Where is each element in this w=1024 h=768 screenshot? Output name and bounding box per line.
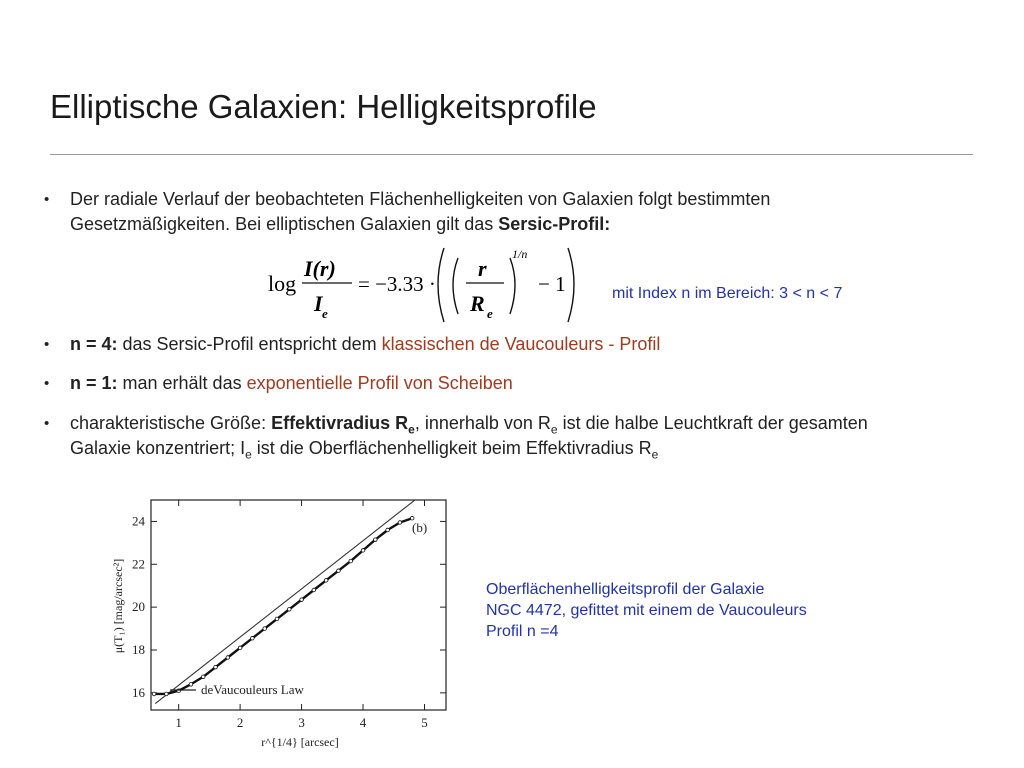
ngc4472-profile-chart xyxy=(108,496,453,758)
data-point xyxy=(226,656,230,660)
data-point xyxy=(251,636,255,640)
sersic-formula xyxy=(262,244,602,324)
page-title: Elliptische Galaxien: Helligkeitsprofile xyxy=(50,88,597,125)
de-vaucouleurs-term: klassischen de Vaucouleurs - Profil xyxy=(381,334,661,354)
formula-outer-paren-left xyxy=(438,248,444,322)
effective-radius-term xyxy=(271,413,415,437)
bullet-text-part: ist die Oberflächenhelligkeit beim Effektivradius R xyxy=(251,438,652,458)
data-point xyxy=(324,579,328,583)
bullet-dot: • xyxy=(44,336,50,353)
exponential-profile-term: exponentielle Profil von Scheiben xyxy=(246,373,513,393)
subscript: e xyxy=(550,422,558,437)
data-point xyxy=(398,521,402,525)
data-point xyxy=(214,665,218,669)
data-point xyxy=(201,675,205,679)
plot-area xyxy=(152,496,424,704)
y-tick-label: 16 xyxy=(132,684,145,700)
bullet-dot: • xyxy=(44,415,50,432)
bullet-text-part: charakteristische Größe: xyxy=(70,413,272,433)
x-tick-label: 1 xyxy=(175,715,182,730)
formula-inner-paren-right xyxy=(510,258,515,314)
data-point xyxy=(386,528,390,532)
data-point xyxy=(287,607,291,611)
x-tick-label: 2 xyxy=(236,715,244,730)
chart-x-axis-label: r^{1/4} [arcsec] xyxy=(261,735,339,749)
bullet-text-line xyxy=(70,437,658,467)
bullet-text-line: Der radiale Verlauf der beobachteten Flächenhelligkeiten von Galaxien folgt bestimmten xyxy=(70,189,771,209)
chart-panel-label: (b) xyxy=(412,520,428,535)
caption-line: Oberflächenhelligkeitsprofil der Galaxie xyxy=(486,581,765,598)
formula-denominator-sub: e xyxy=(322,306,328,321)
data-point xyxy=(312,588,316,592)
title-divider xyxy=(50,154,973,155)
fit-line xyxy=(155,496,424,704)
data-point xyxy=(374,538,378,542)
x-tick-label: 4 xyxy=(359,715,367,730)
data-point xyxy=(361,549,365,553)
bullet-text-line xyxy=(70,372,513,395)
sersic-profile-term: Sersic-Profil: xyxy=(498,214,611,234)
subscript: e xyxy=(408,422,415,437)
data-point xyxy=(275,617,279,621)
bullet-text-line xyxy=(70,213,610,236)
effective-radius-label: Effektivradius R xyxy=(271,413,409,433)
formula-equals: = −3.33 · xyxy=(358,272,436,296)
data-point xyxy=(152,692,156,696)
formula-outer-paren-right xyxy=(568,248,574,322)
formula-minus-one: − 1 xyxy=(538,272,566,296)
formula-denominator: I xyxy=(314,291,323,316)
bullet-text-line xyxy=(70,333,660,356)
y-tick-label: 20 xyxy=(132,599,145,615)
data-point xyxy=(238,646,242,650)
x-tick-label: 3 xyxy=(298,715,305,730)
subscript: e xyxy=(651,447,659,462)
sersic-index-note: mit Index n im Bereich: 3 < n < 7 xyxy=(612,285,843,302)
bullet-text-part: Gesetzmäßigkeiten. Bei elliptischen Galaxien gilt das xyxy=(70,214,499,234)
formula-inner-numerator: r xyxy=(478,256,487,281)
bullet-text-part: das Sersic-Profil entspricht dem xyxy=(117,334,382,354)
caption-line: Profil n =4 xyxy=(486,623,559,640)
y-tick-label: 18 xyxy=(132,642,145,657)
chart-caption xyxy=(486,579,807,642)
data-point xyxy=(337,569,341,573)
caption-line: NGC 4472, gefittet mit einem de Vaucouleurs xyxy=(486,602,807,619)
chart-frame xyxy=(151,500,446,710)
data-profile-curve xyxy=(154,518,412,694)
data-point xyxy=(263,627,267,631)
data-point xyxy=(300,598,304,602)
x-tick-label: 5 xyxy=(421,715,428,730)
formula-inner-denominator: R xyxy=(470,291,485,316)
formula-inner-denominator-sub: e xyxy=(487,306,493,321)
bullet-text-part: man erhält das xyxy=(117,373,247,393)
bullet-dot: • xyxy=(44,375,50,392)
chart-marks xyxy=(152,496,424,704)
chart-legend-label: deVaucouleurs Law xyxy=(201,682,304,697)
chart-y-axis-label: μ(T₁) [mag/arcsec²] xyxy=(111,558,125,654)
data-point xyxy=(165,692,169,696)
formula-inner-paren-left xyxy=(453,258,458,314)
data-point xyxy=(349,559,353,563)
bullet-bold-label: n = 1: xyxy=(70,373,118,393)
y-tick-label: 22 xyxy=(132,556,145,572)
data-point xyxy=(189,682,193,686)
formula-exponent: 1/n xyxy=(512,247,528,261)
bullet-dot: • xyxy=(44,191,50,208)
y-tick-label: 24 xyxy=(132,513,145,529)
bullet-text-part: , innerhalb von R xyxy=(414,413,551,433)
formula-log: log xyxy=(268,271,297,296)
formula-numerator: I(r) xyxy=(304,256,336,281)
bullet-text-part: Galaxie konzentriert; I xyxy=(70,438,246,458)
bullet-text-part: ist die halbe Leuchtkraft der gesamten xyxy=(557,413,868,433)
subscript: e xyxy=(245,447,252,462)
bullet-bold-label: n = 4: xyxy=(70,334,118,354)
